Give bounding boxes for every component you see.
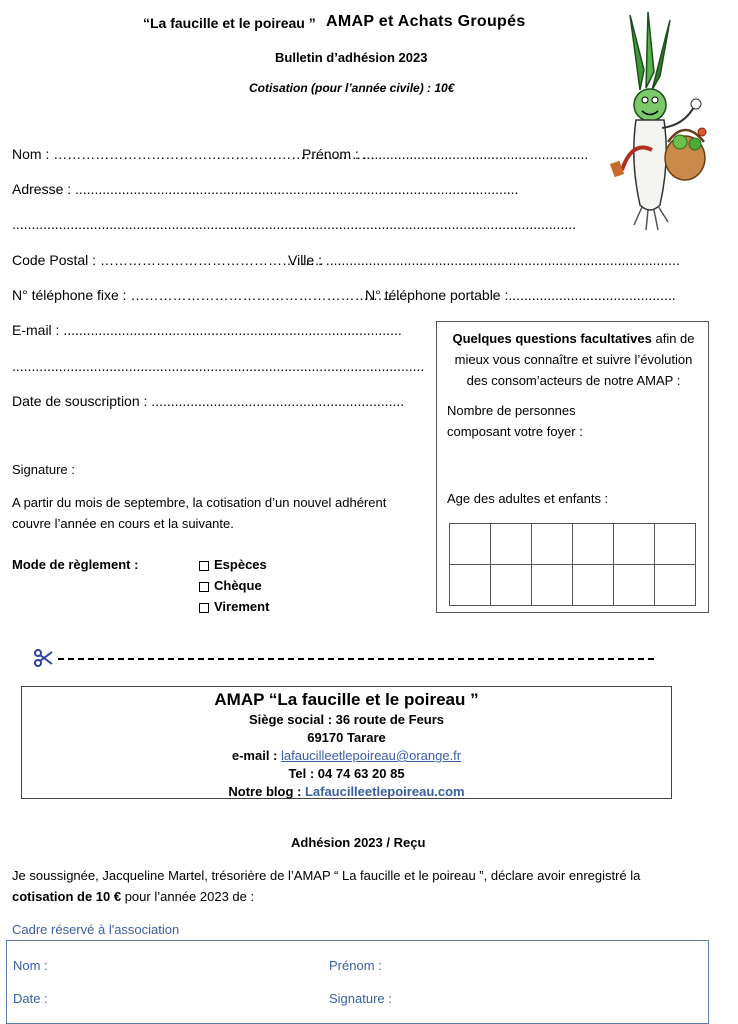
receipt-text-line1: Je soussignée, Jacqueline Martel, trésorière de l’AMAP “ La faucille et le poireau ”, déclare avoir enregistré la (12, 868, 641, 883)
leek-mascot-illustration (600, 10, 720, 235)
tel-fixe-field[interactable]: N° téléphone fixe : …………………………………………………. (12, 287, 401, 303)
contact-blog-link[interactable]: Lafaucilleetlepoireau.com (304, 784, 465, 799)
contact-siege: Siège social : 36 route de Feurs (248, 712, 445, 727)
email-line2-field[interactable]: .......................................................................................................... (12, 358, 425, 374)
receipt-title: Adhésion 2023 / Reçu (291, 835, 426, 850)
email-field[interactable]: E-mail : ....................................................................................... (12, 322, 402, 338)
contact-email-link[interactable]: lafaucilleetlepoireau@orange.fr (280, 748, 462, 763)
bulletin-title: Bulletin d’adhésion 2023 (275, 50, 428, 65)
contact-city: 69170 Tarare (307, 730, 386, 745)
cut-line-divider (58, 658, 654, 660)
scissors-icon (34, 649, 54, 667)
cotisation-line: Cotisation (pour l’année civile) : 10€ (249, 81, 455, 95)
contact-email-row: e-mail : lafaucilleetlepoireau@orange.fr (231, 748, 462, 763)
contact-name: AMAP “La faucille et le poireau ” (214, 690, 479, 709)
header-org-title: AMAP et Achats Groupés (326, 13, 526, 30)
q-foyer-line2: composant votre foyer : (447, 424, 583, 439)
note-line1: A partir du mois de septembre, la cotisation d’un nouvel adhérent (12, 495, 387, 510)
reserve-signature-field[interactable]: Signature : (329, 991, 392, 1006)
code-postal-field[interactable]: Code Postal : ………………………………………… (12, 252, 324, 268)
questions-box (436, 321, 709, 613)
reserve-prenom-field[interactable]: Prénom : (329, 958, 382, 973)
signature-label: Signature : (12, 462, 75, 477)
adresse-field[interactable]: Adresse : .................................................................................................................. (12, 181, 519, 197)
option-cheque[interactable]: Chèque (199, 578, 262, 593)
checkbox-icon[interactable] (199, 561, 209, 571)
adresse-line2-field[interactable]: ................................................................................................................................................. (12, 216, 576, 232)
prenom-field[interactable]: Prénom : .......................................................... (302, 146, 589, 162)
option-especes[interactable]: Espèces (199, 557, 267, 572)
ages-grid[interactable] (449, 523, 696, 606)
nom-field[interactable]: Nom : …………………………………………………………… (12, 146, 376, 162)
reserve-box (6, 940, 709, 1024)
contact-box (21, 686, 672, 799)
reserve-date-field[interactable]: Date : (13, 991, 48, 1006)
option-virement[interactable]: Virement (199, 599, 269, 614)
questions-heading: Quelques questions facultatives afin de mieux vous connaître et suivre l’évolution des consom’acteurs de notre AMAP : (452, 331, 695, 388)
q-ages-label: Age des adultes et enfants : (447, 491, 609, 506)
reserve-label: Cadre réservé à l'association (12, 922, 180, 937)
note-line2: couvre l’année en cours et la suivante. (12, 516, 234, 531)
reserve-nom-field[interactable]: Nom : (13, 958, 48, 973)
q-foyer-line1: Nombre de personnes (447, 403, 576, 418)
checkbox-icon[interactable] (199, 582, 209, 592)
contact-blog-row: Notre blog : Lafaucilleetlepoireau.com (228, 784, 465, 799)
mode-reglement-label: Mode de règlement : (12, 557, 139, 572)
ville-field[interactable]: Ville : ........................................................................................... (288, 252, 680, 268)
contact-tel: Tel : 04 74 63 20 85 (288, 766, 405, 781)
date-souscription-field[interactable]: Date de souscription : ................................................................. (12, 393, 405, 409)
header-quote-name: “La faucille et le poireau ” (143, 15, 316, 31)
checkbox-icon[interactable] (199, 603, 209, 613)
receipt-text-line2: cotisation de 10 € pour l’année 2023 de : (12, 889, 255, 904)
tel-portable-field[interactable]: N° téléphone portable :........................................... (365, 287, 676, 303)
